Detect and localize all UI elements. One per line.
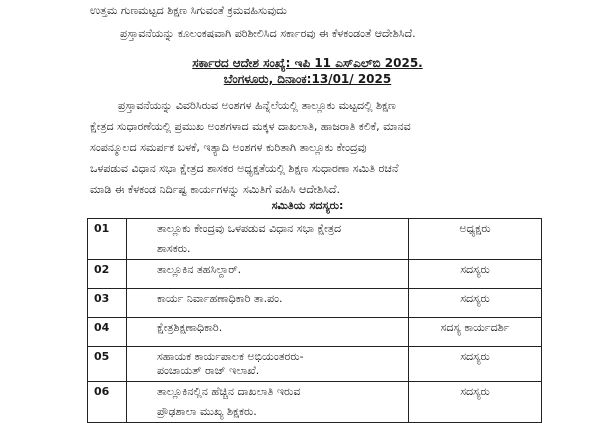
member-role: ಸದಸ್ಯರು xyxy=(409,260,542,289)
member-no: 02 xyxy=(88,260,127,289)
member-no: 03 xyxy=(88,289,127,318)
member-desc-line: ತಾಲ್ಲೂಕಿನಲ್ಲಿನ ಹೆಚ್ಚಿನ ದಾಖಲಾತಿ ಇರುವ xyxy=(157,385,301,398)
member-desc-line: ಸಹಾಯಕ ಕಾರ್ಯಪಾಲಕ ಅಭಿಯಂತರರು- xyxy=(157,350,304,363)
member-desc xyxy=(127,347,409,382)
member-desc xyxy=(127,382,409,423)
order-number: ಸರ್ಕಾರದ ಆದೇಶ ಸಂಖ್ಯೆ: ಇಪಿ 11 ಎಸ್‌ಎಲ್‌ಬಿ 2025. xyxy=(192,56,423,70)
members-heading: ಸಮಿತಿಯ ಸದಸ್ಯರು: xyxy=(271,199,344,212)
member-desc-line: ಪಂಚಾಯತ್ ರಾಜ್ ಇಲಾಖೆ. xyxy=(157,364,260,377)
members-table xyxy=(87,218,542,423)
member-no: 05 xyxy=(88,347,127,382)
member-desc xyxy=(127,219,409,260)
member-desc-line: ಶಾಸಕರು. xyxy=(157,242,191,255)
table-row xyxy=(88,219,542,260)
member-role: ಸದಸ್ಯರು xyxy=(409,382,542,423)
member-no: 06 xyxy=(88,382,127,423)
body-line-5: ಮಾಡಿ ಈ ಕೆಳಕಂಡ ನಿರ್ದಿಷ್ಟ ಕಾರ್ಯಗಳನ್ನು ಸಮಿತಿಗೆ ವಹಿಸಿ ಆದೇಶಿಸಿದೆ. xyxy=(90,183,340,196)
member-role: ಸದಸ್ಯರು xyxy=(409,347,542,382)
member-no: 01 xyxy=(88,219,127,260)
member-desc-line: ತಾಲ್ಲೂಕು ಕೇಂದ್ರವು ಒಳಪಡುವ ವಿಧಾನ ಸಭಾ ಕ್ಷೇತ್ರದ xyxy=(157,222,342,235)
table-row xyxy=(88,289,542,318)
member-role: ಸದಸ್ಯರು xyxy=(409,289,542,318)
intro-line-2: ಪ್ರಸ್ತಾವನೆಯನ್ನು ಕೂಲಂಕಷವಾಗಿ ಪರಿಶೀಲಿಸಿದ ಸರ್ಕಾರವು ಈ ಕೆಳಕಂಡಂತೆ ಆದೇಶಿಸಿದೆ. xyxy=(120,27,416,40)
member-desc: ಕ್ಷೇತ್ರಶಿಕ್ಷಣಾಧಿಕಾರಿ. xyxy=(127,318,409,347)
body-line-2: ಕ್ಷೇತ್ರದ ಸುಧಾರಣೆಯಲ್ಲಿ ಪ್ರಮುಖ ಅಂಶಗಳಾದ ಮಕ್ಕಳ ದಾಖಲಾತಿ, ಹಾಜರಾತಿ ಕಲಿಕೆ, ಮಾನವ xyxy=(90,120,411,133)
intro-line-1: ಉತ್ತಮ ಗುಣಮಟ್ಟದ ಶಿಕ್ಷಣ ಸಿಗುವಂತೆ ಕ್ರಮವಹಿಸುವುದು xyxy=(90,4,287,17)
body-line-1: ಪ್ರಸ್ತಾವನೆಯನ್ನು ವಿವರಿಸಿರುವ ಅಂಶಗಳ ಹಿನ್ನೆಲೆಯಲ್ಲಿ ತಾಲ್ಲೂಕು ಮಟ್ಟದಲ್ಲಿ ಶಿಕ್ಷಣ xyxy=(118,99,396,112)
member-desc: ಕಾರ್ಯ ನಿರ್ವಾಹಣಾಧಿಕಾರಿ ತಾ.ಪಂ. xyxy=(127,289,409,318)
body-line-3: ಸಂಪನ್ಮೂಲದ ಸಮರ್ಪಕ ಬಳಕೆ, ಇತ್ಯಾದಿ ಅಂಶಗಳ ಕುರಿತಾಗಿ ತಾಲ್ಲೂಕು ಕೇಂದ್ರವು xyxy=(90,141,367,154)
member-no: 04 xyxy=(88,318,127,347)
table-row xyxy=(88,318,542,347)
member-role: ಅಧ್ಯಕ್ಷರು xyxy=(409,219,542,260)
member-desc: ತಾಲ್ಲೂಕಿನ ತಹಸಿಲ್ದಾರ್. xyxy=(127,260,409,289)
body-line-4: ಒಳಪಡುವ ವಿಧಾನ ಸಭಾ ಕ್ಷೇತ್ರದ ಶಾಸಕರ ಅಧ್ಯಕ್ಷತೆಯಲ್ಲಿ ಶಿಕ್ಷಣ ಸುಧಾರಣಾ ಸಮಿತಿ ರಚನೆ xyxy=(90,162,399,175)
member-role: ಸದಸ್ಯ ಕಾರ್ಯದರ್ಶಿ xyxy=(409,318,542,347)
table-row xyxy=(88,260,542,289)
member-desc-line: ಪ್ರೌಢಶಾಲಾ ಮುಖ್ಯ ಶಿಕ್ಷಕರು. xyxy=(157,405,257,418)
order-date: ಬೆಂಗಳೂರು, ದಿನಾಂಕ:13/01/ 2025 xyxy=(223,72,392,86)
table-row xyxy=(88,347,542,382)
table-row xyxy=(88,382,542,423)
